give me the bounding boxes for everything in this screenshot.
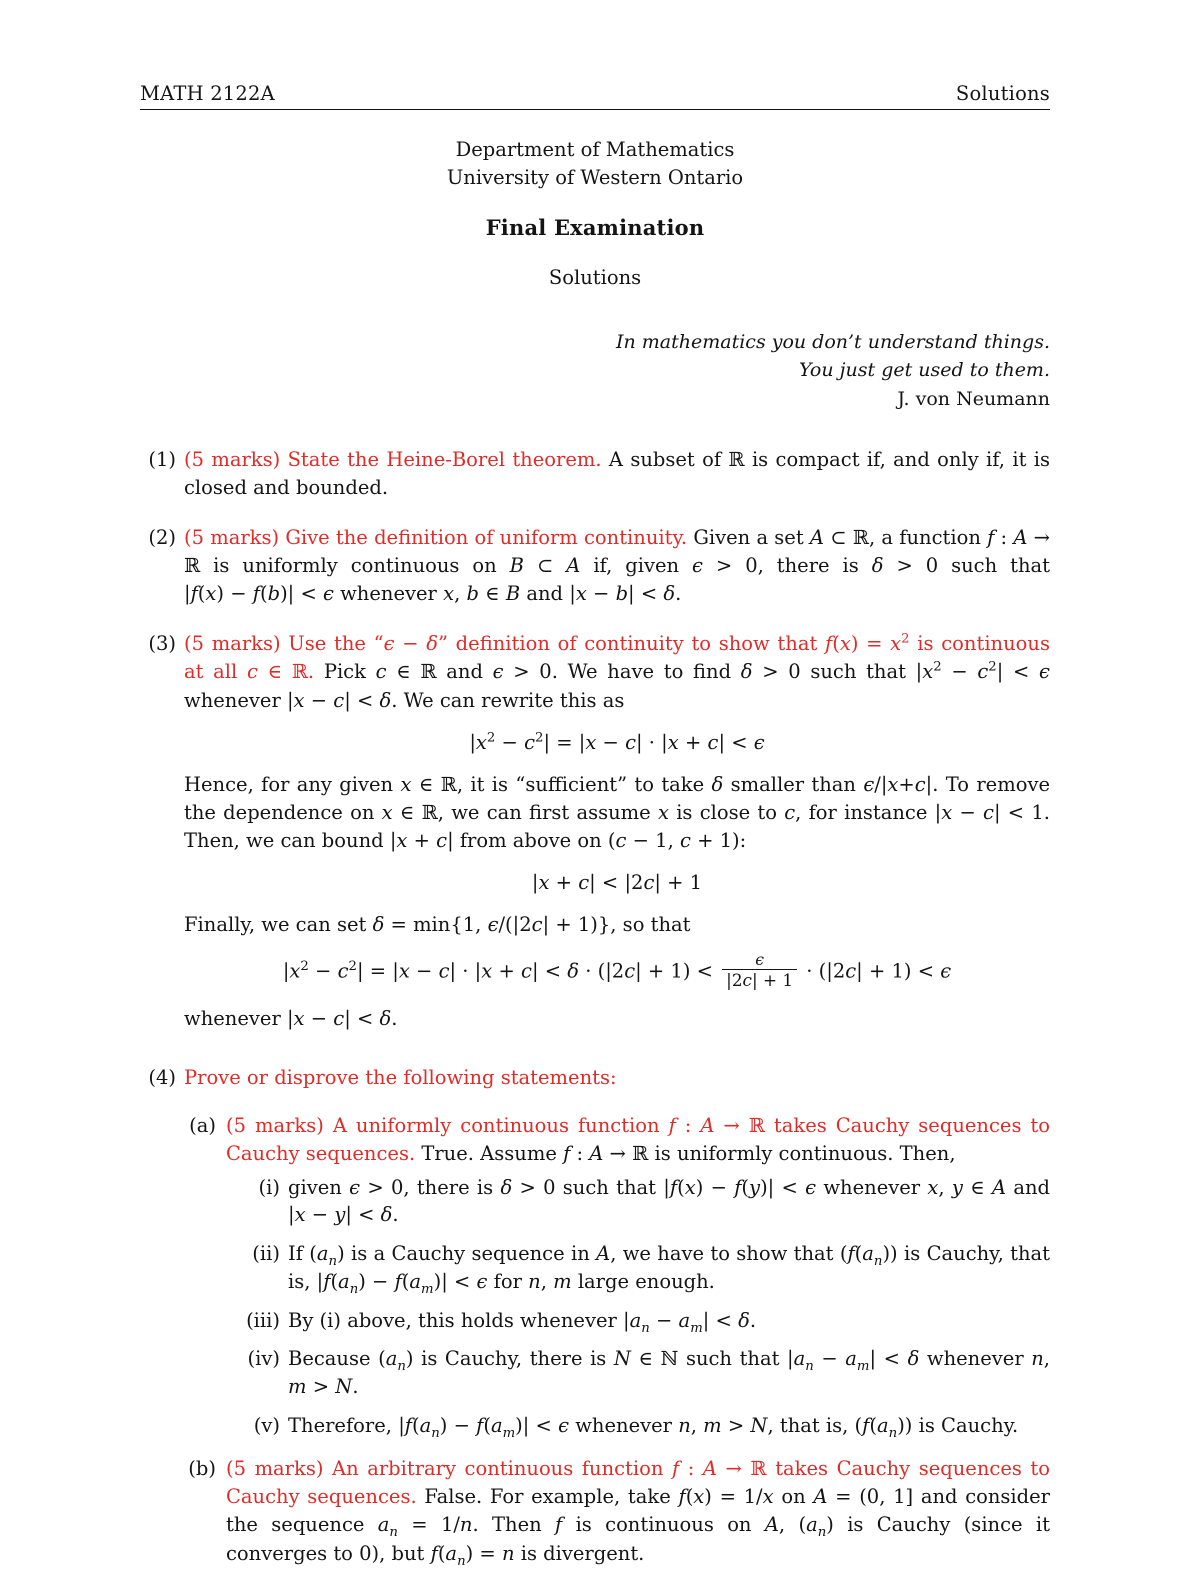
step-item-v <box>240 1412 1050 1440</box>
question-prompt-4b: An arbitrary continuous function f : A → ℝ takes Cauchy sequences to Cauchy sequences. <box>226 1457 1050 1509</box>
question-answer-3-para-1: Pick c ∈ ℝ and ϵ > 0. We have to find δ > 0 such that $|x^2 - c^2| < \epsilon$ whenever |x − c| < δ. We can rewrite this as <box>184 659 1050 712</box>
question-item-2 <box>140 524 1050 608</box>
question-prompt-4: Prove or disprove the following statements: <box>184 1065 617 1089</box>
running-head-right: Solutions <box>955 82 1050 105</box>
exam-title: Final Examination <box>485 215 705 241</box>
step-item-iii <box>240 1307 1050 1335</box>
question-marks-3: (5 marks) <box>184 632 281 656</box>
university-line: University of Western Ontario <box>446 165 744 189</box>
question-item-4a <box>184 1112 1050 1440</box>
step-marker-iii: (iii) <box>246 1308 280 1332</box>
step-text-v: Therefore, $|f(a_n) - f(a_m)| < \epsilon$ whenever n, m > N, that is, $(f(a_n))$ is Cauchy. <box>288 1413 1019 1441</box>
epigraph-line-1: In mathematics you don’t understand things. <box>616 331 1050 354</box>
step-text-iii: By (i) above, this holds whenever $|a_n - a_m| < \delta$. <box>288 1308 757 1336</box>
question-prompt-3: Use the “ϵ − δ” definition of continuity to show that $f(x) = x^2$ is continuous at all c ∈ ℝ. <box>184 631 1050 684</box>
title-block <box>140 136 1050 289</box>
step-marker-ii: (ii) <box>252 1242 280 1266</box>
display-equation-3-2: |x + c| < |2c| + 1 <box>531 870 703 894</box>
question-marks-2: (5 marks) <box>184 526 280 550</box>
question-4-sublist <box>184 1112 1050 1568</box>
epigraph-line-2: You just get used to them. <box>799 358 1050 381</box>
epigraph-author: J. von Neumann <box>897 388 1050 411</box>
question-prompt-1: State the Heine-Borel theorem. <box>287 448 602 472</box>
question-prompt-2: Give the definition of uniform continuity. <box>285 526 688 550</box>
step-marker-v: (v) <box>253 1413 280 1437</box>
running-head-left: MATH 2122A <box>140 82 275 105</box>
step-text-i: given ϵ > 0, there is δ > 0 such that |f(x) − f(y)| < ϵ whenever x, y ∈ A and |x − y| < δ. <box>288 1175 1050 1227</box>
question-marker-4a: (a) <box>189 1113 216 1137</box>
question-item-4 <box>140 1064 1050 1568</box>
question-item-1 <box>140 446 1050 502</box>
header-rule <box>140 109 1050 110</box>
step-text-iv: Because $(a_n)$ is Cauchy, there is N ∈ ℕ such that $|a_n - a_m| < \delta$ whenever n, m > N. <box>288 1347 1050 1398</box>
running-head <box>140 82 1050 110</box>
question-answer-4b: False. For example, take f(x) = 1/x on A = (0, 1] and consider the sequence $a_n = 1/n$. Then f is continuous on A, $(a_n)$ is Cauchy (since it converges to 0), but $f(a_n) = n$ is divergent. <box>226 1485 1051 1569</box>
question-marks-1: (5 marks) <box>184 448 281 472</box>
step-item-iv <box>240 1345 1050 1400</box>
question-marks-4b: (5 marks) <box>226 1457 324 1481</box>
step-marker-iv: (iv) <box>247 1347 280 1371</box>
question-marker-4b: (b) <box>188 1457 216 1481</box>
question-answer-3-para-2: Hence, for any given x ∈ ℝ, it is “sufficient” to take δ smaller than ϵ/|x+c|. To remove the dependence on x ∈ ℝ, we can first assume x is close to c, for instance |x − c| < 1. Then, we can bound |x + c| from above on (c − 1, c + 1): <box>184 772 1050 852</box>
question-marker-4: (4) <box>148 1065 176 1089</box>
question-marker-1: (1) <box>148 448 176 472</box>
question-item-4b <box>184 1455 1050 1567</box>
document-page <box>140 82 1050 1590</box>
step-item-i <box>240 1174 1050 1229</box>
question-answer-3-para-3: Finally, we can set δ = min{1, ϵ/(|2c| + 1)}, so that <box>184 913 691 937</box>
question-marks-4a: (5 marks) <box>226 1113 324 1137</box>
exam-subtitle: Solutions <box>548 266 642 290</box>
question-answer-2: Given a set A ⊂ ℝ, a function f : A → ℝ is uniformly continuous on B ⊂ A if, given ϵ > 0, there is δ > 0 such that |f(x) − f(b)| < ϵ whenever x, b ∈ B and |x − b| < δ. <box>184 526 1050 606</box>
question-item-3 <box>140 630 1050 1033</box>
display-equation-3-1: $|x^2 - c^2| = |x - c| \cdot |x + c| < \epsilon$ <box>469 730 765 754</box>
question-answer-3-para-4: whenever |x − c| < δ. <box>184 1007 398 1031</box>
display-equation-3-3: $|x^2 - c^2| = |x - c| \cdot |x + c| < \delta \cdot (|2c| + 1)$ < $\frac{\epsilon}{|2c| + 1}$ · (|2c| + 1) < ϵ <box>282 950 952 990</box>
step-text-ii: If $(a_n)$ is a Cauchy sequence in A, we have to show that $(f(a_n))$ is Cauchy, that is, $|f(a_n) - f(a_m)| < \epsilon$ for n, m large enough. <box>288 1242 1050 1297</box>
question-marker-3: (3) <box>148 632 176 656</box>
question-marker-2: (2) <box>148 526 176 550</box>
step-marker-i: (i) <box>258 1175 280 1199</box>
question-answer-1: A subset of ℝ is compact if, and only if, it is closed and bounded. <box>184 448 1050 500</box>
step-item-ii <box>240 1240 1050 1295</box>
department-line: Department of Mathematics <box>455 138 735 161</box>
question-answer-4a: True. Assume f : A → ℝ is uniformly continuous. Then, <box>421 1141 956 1165</box>
question-list <box>140 446 1050 1568</box>
question-4a-steps <box>240 1174 1050 1440</box>
question-prompt-4a: A uniformly continuous function f : A → ℝ takes Cauchy sequences to Cauchy sequences. <box>226 1113 1051 1165</box>
epigraph <box>140 329 1050 414</box>
